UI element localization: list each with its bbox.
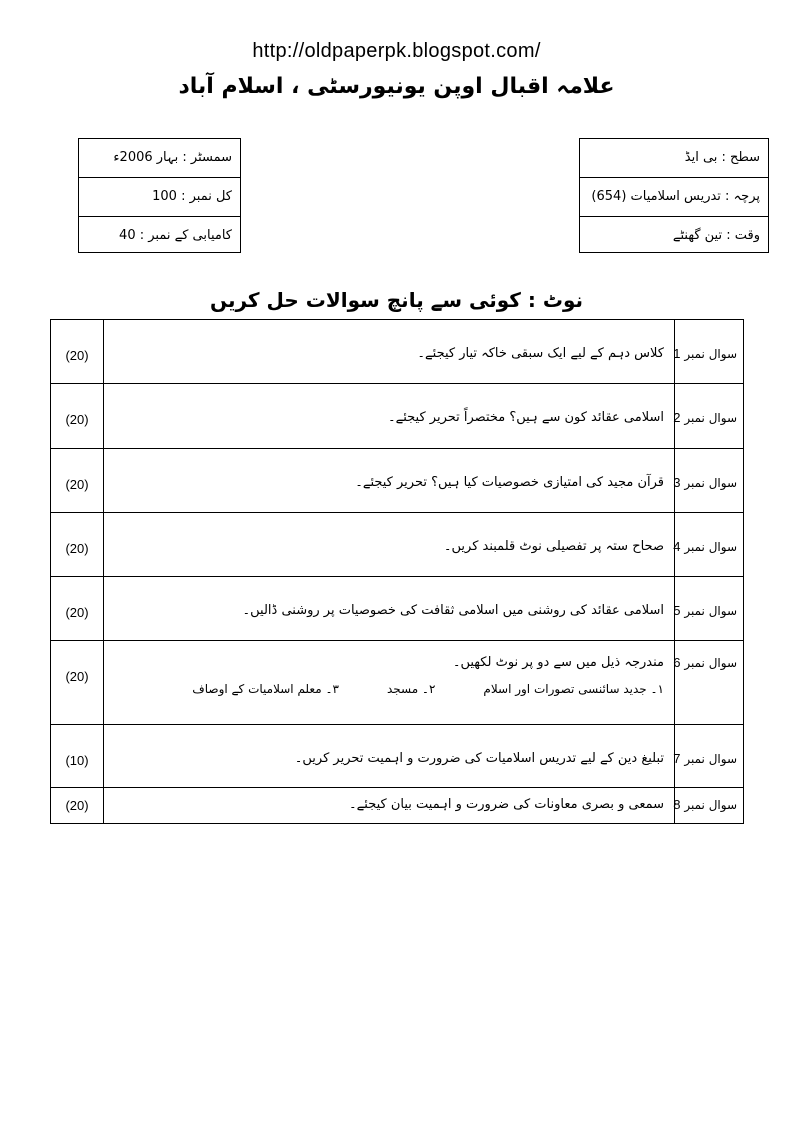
- question-label: [675, 384, 744, 449]
- question-row: [51, 449, 744, 513]
- question-text: تبلیغ دین کے لیے تدریس اسلامیات کی ضرورت و اہمیت تحریر کریں۔: [104, 725, 675, 788]
- exam-info-box-left: [78, 138, 241, 253]
- level-field: سطح : بی ایڈ: [580, 139, 768, 178]
- question-label-text: سوال نمبر: [684, 347, 737, 361]
- question-text: قرآن مجید کی امتیازی خصوصیات کیا ہیں؟ تحریر کیجئے۔: [104, 449, 675, 513]
- question-number: 4: [673, 539, 681, 554]
- question-text: اسلامی عقائد کون سے ہیں؟ مختصراً تحریر کیجئے۔: [104, 384, 675, 449]
- exam-info-box-right: [579, 138, 769, 253]
- question-text: صحاح ستہ پر تفصیلی نوٹ قلمبند کریں۔: [104, 513, 675, 577]
- question-marks: (10): [51, 725, 104, 788]
- question-marks: (20): [51, 384, 104, 449]
- question-number: 5: [673, 603, 681, 618]
- question-marks: (20): [51, 641, 104, 725]
- time-field: وقت : تین گھنٹے: [672, 228, 760, 243]
- question-label-text: سوال نمبر: [684, 411, 737, 425]
- question-label: [675, 641, 744, 725]
- question-text: کلاس دہم کے لیے ایک سبقی خاکہ تیار کیجئے۔: [104, 320, 675, 384]
- sub-items: [104, 682, 664, 696]
- sub-item: ۱۔ جدید سائنسی تصورات اور اسلام: [483, 682, 664, 696]
- question-number: 8: [673, 797, 681, 812]
- question-label-text: سوال نمبر: [684, 798, 737, 812]
- question-label: [675, 513, 744, 577]
- question-number: 1: [673, 346, 681, 361]
- paper-field: پرچہ : تدریس اسلامیات (654): [580, 178, 768, 217]
- question-label-text: سوال نمبر: [684, 476, 737, 490]
- question-label: [675, 320, 744, 384]
- question-row: [51, 725, 744, 788]
- questions-table: [50, 319, 744, 824]
- question-marks: (20): [51, 513, 104, 577]
- question-label: [675, 577, 744, 641]
- question-row: [51, 788, 744, 824]
- question-marks: (20): [51, 320, 104, 384]
- question-marks: (20): [51, 449, 104, 513]
- question-number: 2: [673, 410, 681, 425]
- question-label: [675, 449, 744, 513]
- question-text: سمعی و بصری معاونات کی ضرورت و اہمیت بیان کیجئے۔: [104, 788, 675, 824]
- question-label: [675, 725, 744, 788]
- question-label-text: سوال نمبر: [684, 604, 737, 618]
- question-row: [51, 577, 744, 641]
- pass-marks-field: کامیابی کے نمبر : 40: [119, 228, 232, 243]
- question-row: [51, 320, 744, 384]
- semester-field: سمسٹر : بہار 2006ء: [79, 139, 240, 178]
- question-label-text: سوال نمبر: [684, 752, 737, 766]
- university-title: علامہ اقبال اوپن یونیورسٹی ، اسلام آباد: [178, 74, 615, 99]
- question-row: [51, 384, 744, 449]
- question-marks: (20): [51, 577, 104, 641]
- question-label-text: سوال نمبر: [684, 540, 737, 554]
- question-row: [51, 641, 744, 725]
- question-label: [675, 788, 744, 824]
- sub-item: ۲۔ مسجد: [386, 682, 436, 696]
- question-label-text: سوال نمبر: [684, 656, 737, 670]
- question-number: 7: [673, 751, 681, 766]
- total-marks-field: کل نمبر : 100: [79, 178, 240, 217]
- question-number: 3: [673, 475, 681, 490]
- question-marks: (20): [51, 788, 104, 824]
- question-text-block: [104, 641, 675, 725]
- question-row: [51, 513, 744, 577]
- sub-item: ۳۔ معلم اسلامیات کے اوصاف: [192, 682, 339, 696]
- instructions-note: نوٹ : کوئی سے پانچ سوالات حل کریں: [209, 288, 584, 312]
- question-text: اسلامی عقائد کی روشنی میں اسلامی ثقافت کی خصوصیات پر روشنی ڈالیں۔: [104, 577, 675, 641]
- question-text: مندرجہ ذیل میں سے دو پر نوٹ لکھیں۔: [452, 655, 664, 670]
- source-url: http://oldpaperpk.blogspot.com/: [252, 40, 541, 62]
- question-number: 6: [673, 655, 681, 670]
